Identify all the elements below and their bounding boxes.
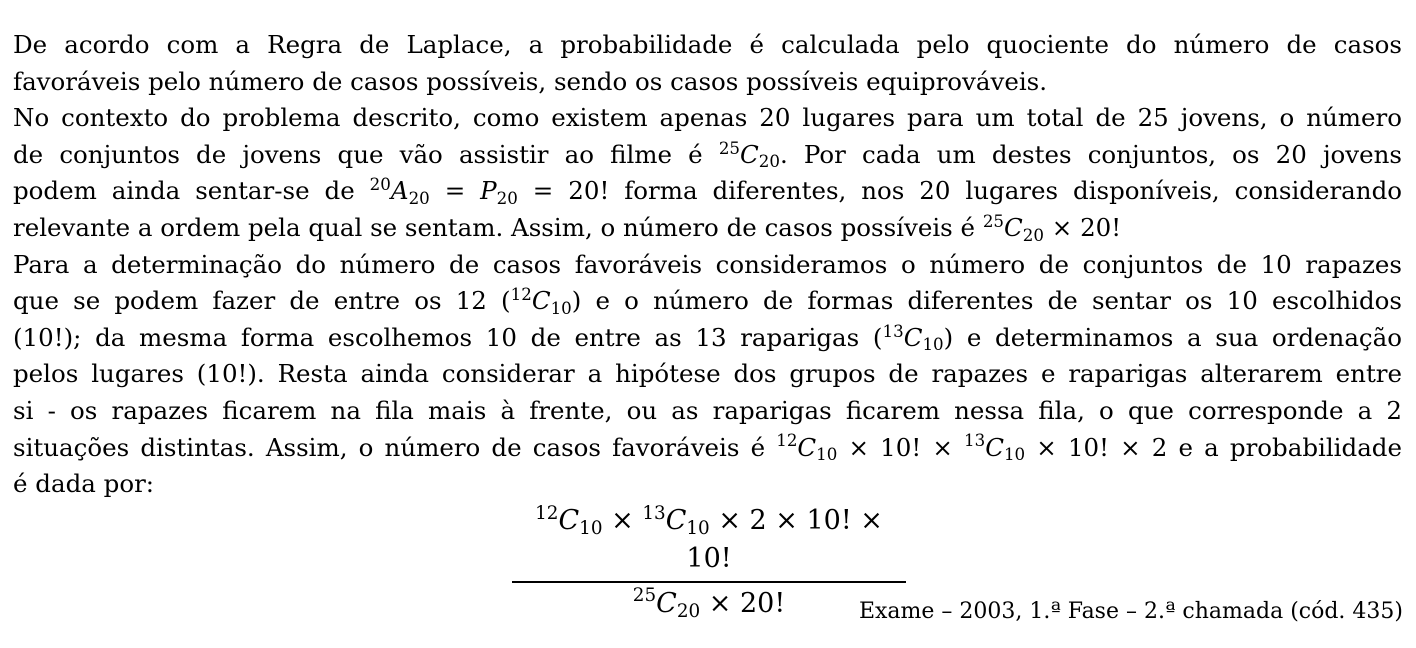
text-line: si - os rapazes ficarem na fila mais à frente, ou as raparigas ficarem nessa fila, o que corresponde a 2 (13, 395, 1402, 425)
text-line: pelos lugares (10!). Resta ainda considerar a hipótese dos grupos de rapazes e raparigas alterarem entre (13, 359, 1402, 389)
possible-cases-expression: $^{25}C_{20} \times 20$! (982, 211, 1122, 245)
source-citation: Exame – 2003, 1.ª Fase – 2.ª chamada (cód. 435) (858, 599, 1403, 624)
combination-13-10: $^{13}C_{10}$ (882, 321, 944, 355)
paragraph-laplace-rule (13, 27, 1402, 100)
text-line: que se podem fazer de entre os 12 $(^{12}C_{10})$ e o número de formas diferentes de sentar os 10 escolhidos (13, 285, 1402, 318)
text-line: Para a determinação do número de casos favoráveis consideramos o número de conjuntos de 10 rapazes (13, 249, 1402, 279)
text-line: relevante a ordem pela qual se sentam. Assim, o número de casos possíveis é $^{25}C_{20} \times 20$! (13, 211, 1122, 245)
text-line: de conjuntos de jovens que vão assistir ao filme é $^{25}C_{20}$. Por cada um destes conjuntos, os 20 jovens (13, 138, 1402, 172)
paragraph-possible-cases (13, 100, 1402, 246)
text-line: é dada por: (13, 469, 155, 499)
probability-fraction (512, 502, 906, 623)
text-line: favoráveis pelo número de casos possíveis, sendo os casos possíveis equiprováveis. (13, 66, 1048, 96)
combination-25-20: $^{25}C_{20}$ (718, 138, 780, 172)
text-line: podem ainda sentar-se de $^{20}A_{20} = P_{20} = 20$! forma diferentes, nos 20 lugares disponíveis, considerando (13, 175, 1403, 209)
combination-12-10: $^{12}C_{10}$ (510, 285, 572, 318)
text-line: (10!); da mesma forma escolhemos 10 de entre as 13 raparigas $(^{13}C_{10})$ e determinamos a sua ordenação (13, 321, 1403, 355)
arrangement-expression: $^{20}A_{20} = P_{20} = 20$! (369, 175, 610, 209)
fraction-numerator: $^{12}C_{10} \times ^{13}C_{10} \times 2 \times 10$! × 10! (535, 502, 883, 574)
paragraph-favourable-cases (13, 247, 1402, 503)
text-line: No contexto do problema descrito, como existem apenas 20 lugares para um total de 25 jovens, o número (13, 103, 1402, 133)
favourable-cases-expression: $^{12}C_{10} \times 10$! × $^{13}C_{10} \times 10$! × 2 (776, 431, 1168, 465)
text-line: situações distintas. Assim, o número de casos favoráveis é $^{12}C_{10} \times 10$! × $^{13}C_{10} \times 10$! × 2 e a probabilidade (13, 431, 1402, 465)
fraction-denominator: $^{25}C_{20} \times 20$! (632, 585, 786, 622)
text-line: De acordo com a Regra de Laplace, a probabilidade é calculada pelo quociente do número de casos (13, 30, 1402, 59)
